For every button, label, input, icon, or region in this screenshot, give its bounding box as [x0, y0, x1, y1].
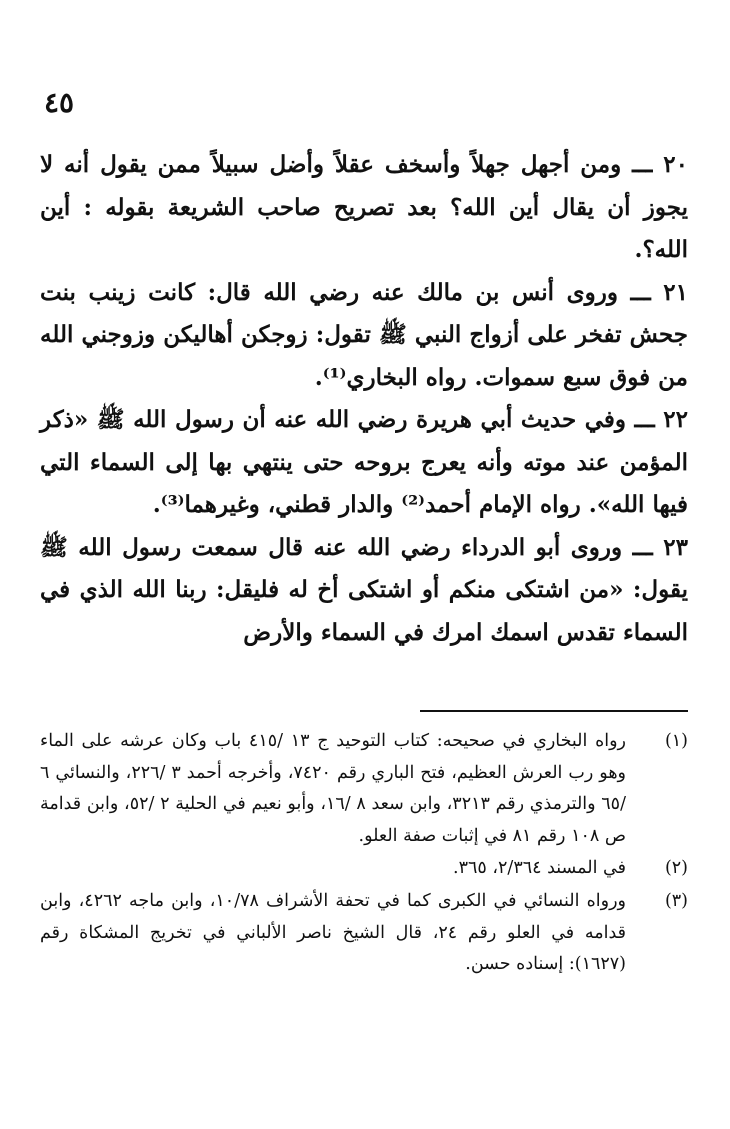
footnote-1 — [40, 726, 688, 852]
paragraph-21: ٢١ ـــ وروى أنس بن مالك عنه رضي الله قال: كانت زينب بنت جحش تفخر على أزواج النبي ﷺ تقول: زوجكن أهاليكن وزوجني الله من فوق سبع سموات. رواه البخاري⁽¹⁾. — [40, 278, 688, 391]
footnote-3 — [40, 886, 688, 981]
footnote-separator — [420, 710, 688, 712]
footnote-2-text: في المسند ٢/٣٦٤، ٣٦٥. — [453, 858, 626, 879]
footnote-1-text: رواه البخاري في صحيحه: كتاب التوحيد ج ١٣ /٤١٥ باب وكان عرشه على الماء وهو رب العرش العظيم، فتح الباري رقم ٧٤٢٠، وأخرجه أحمد ٣ /٢٢٦، والنسائي ٦ /٦٥ والترمذي رقم ٣٢١٣، وابن سعد ٨ /١٦، وأبو نعيم في الحلية ٢ /٥٢، وابن قدامة ص ١٠٨ رقم ٨١ في إثبات صفة العلو. — [40, 731, 626, 846]
footnote-1-number: (١) — [664, 731, 688, 751]
footnote-2 — [40, 853, 688, 885]
paragraph-22: ٢٢ ـــ وفي حديث أبي هريرة رضي الله عنه أن رسول الله ﷺ «ذكر المؤمن عند موته وأنه يعرج بروحه حتى ينتهي بها إلى السماء التي فيها الله». رواه الإمام أحمد⁽²⁾ والدار قطني، وغيرهما⁽³⁾. — [40, 406, 688, 518]
paragraph-23: ٢٣ ـــ وروى أبو الدرداء رضي الله عنه قال سمعت رسول الله ﷺ يقول: «من اشتكى منكم أو اشتكى أخ له فليقل: ربنا الله الذي في السماء تقدس اسمك امرك في السماء والأرض — [40, 533, 688, 646]
footnotes — [40, 726, 688, 981]
footnote-3-number: (٣) — [664, 890, 688, 911]
footnote-3-text: ورواه النسائي في الكبرى كما في تحفة الأشراف ١٠/٧٨، وابن ماجه ٤٢٦٢، وابن قدامه في العلو رقم ٢٤، قال الشيخ ناصر الألباني في تخريج المشكاة رقم (١٦٢٧): إسناده حسن. — [40, 890, 626, 975]
paragraph-20: ٢٠ ـــ ومن أجهل جهلاً وأسخف عقلاً وأضل سبيلاً ممن يقول أنه لا يجوز أن يقال أين الله؟ بعد تصريح صاحب الشريعة بقوله : أين الله؟. — [40, 151, 688, 263]
main-text — [40, 144, 688, 654]
footnote-2-number: (٢) — [664, 858, 688, 879]
page-number: ٤٥ — [44, 86, 75, 119]
